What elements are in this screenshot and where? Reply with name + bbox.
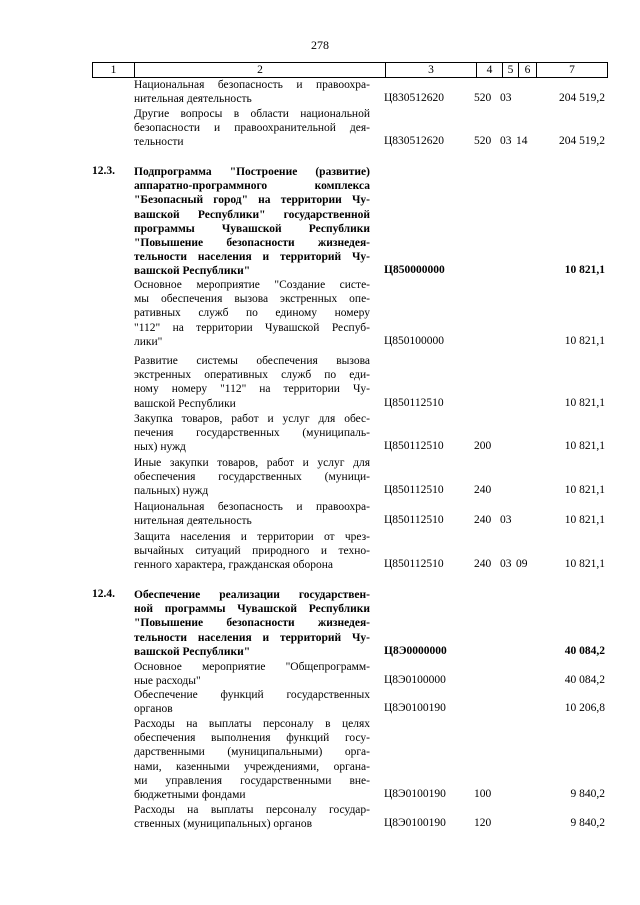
header-col-6: 6 <box>519 63 537 77</box>
description-line: ственных (муниципальных) органов <box>134 818 313 831</box>
row-description <box>134 688 370 716</box>
row-description <box>134 278 370 349</box>
section-code: 03 <box>500 135 512 148</box>
section-code: 03 <box>500 514 512 527</box>
amount: 10 821,1 <box>564 264 605 277</box>
description-line: вашской Республики <box>134 397 236 410</box>
amount: 10 821,1 <box>564 558 605 571</box>
description-line: Основное мероприятие "Создание систе- <box>134 279 370 291</box>
description-line: Национальная безопасность и правоохра- <box>134 501 370 513</box>
row-description <box>134 530 370 573</box>
amount: 10 821,1 <box>564 334 605 347</box>
row-number: 12.3. <box>92 165 115 177</box>
row-description <box>134 456 370 499</box>
description-line: нительная деятельность <box>134 515 252 528</box>
description-line: дарственными (муниципальными) орга- <box>134 746 370 759</box>
expense-type: 520 <box>474 135 492 148</box>
target-code: Ц850112510 <box>384 440 444 453</box>
description-line: пальных) нужд <box>134 485 209 498</box>
description-line: Иные закупки товаров, работ и услуг для <box>134 457 370 469</box>
description-line: "Повышение безопасности жизнедея- <box>134 236 370 249</box>
description-line: мы обеспечения вызова экстренных опе- <box>134 293 370 306</box>
row-number: 12.4. <box>92 588 115 600</box>
description-line: обеспечения выполнения функций госу- <box>134 732 370 745</box>
row-description <box>134 717 370 802</box>
table-header <box>92 62 608 78</box>
header-col-1: 1 <box>93 63 135 77</box>
expense-type: 100 <box>474 788 492 800</box>
row-description <box>134 412 370 455</box>
expense-type: 520 <box>474 92 492 105</box>
row-description <box>134 165 370 279</box>
row-description <box>134 78 370 106</box>
header-col-7: 7 <box>569 64 575 76</box>
description-line: вычайных ситуаций природного и техно- <box>134 545 370 558</box>
description-line: ративных служб по единому номеру <box>134 307 370 320</box>
row-description <box>134 803 370 831</box>
amount: 10 821,1 <box>564 396 605 409</box>
target-code: Ц830512620 <box>384 135 445 148</box>
description-line: ные расходы" <box>134 675 201 688</box>
amount: 10 206,8 <box>564 702 605 715</box>
description-line: органов <box>134 703 173 716</box>
description-line: Обеспечение функций государственных <box>134 689 370 701</box>
description-line: аппаратно-программного комплекса <box>134 180 370 193</box>
amount: 40 084,2 <box>564 644 605 657</box>
row-description <box>134 107 370 150</box>
description-line: ных) нужд <box>134 441 186 454</box>
description-line: Защита населения и территории от чрез- <box>134 531 370 543</box>
description-line: лики" <box>134 335 163 348</box>
description-line: программы Чувашской Республики <box>134 222 370 235</box>
expense-type: 200 <box>474 440 492 453</box>
section-code: 03 <box>500 92 512 105</box>
description-line: обеспечения государственных (муници- <box>134 471 370 484</box>
row-description <box>134 500 370 528</box>
description-line: тельности населения и территорий Чу- <box>134 251 370 264</box>
header-col-4: 4 <box>477 63 503 77</box>
target-code: Ц850100000 <box>384 334 445 347</box>
header-col-3: 3 <box>386 63 477 77</box>
description-line: бюджетными фондами <box>134 788 246 801</box>
amount: 204 519,2 <box>559 92 605 105</box>
amount: 10 821,1 <box>564 514 605 527</box>
subsection-code: 09 <box>516 558 528 571</box>
description-line: "Безопасный город" на территории Чу- <box>134 194 370 207</box>
description-line: тельности населения и территорий Чу- <box>134 631 370 644</box>
amount: 10 821,1 <box>564 440 605 453</box>
amount: 9 840,2 <box>570 817 605 830</box>
amount: 9 840,2 <box>570 788 605 800</box>
row-description <box>134 588 370 659</box>
expense-type: 120 <box>474 817 492 830</box>
target-code: Ц830512620 <box>384 92 445 105</box>
amount: 40 084,2 <box>564 674 605 687</box>
target-code: Ц850112510 <box>384 514 444 527</box>
description-line: печения государственных (муниципаль- <box>134 427 370 440</box>
amount: 204 519,2 <box>559 135 605 148</box>
target-code: Ц8Э0100000 <box>384 674 446 687</box>
description-line: Расходы на выплаты персоналу в целях <box>134 718 370 730</box>
target-code: Ц8Э0000000 <box>384 644 447 657</box>
description-line: нами, казенными учреждениями, органа- <box>134 760 370 773</box>
description-line: Основное мероприятие "Общепрограмм- <box>134 661 370 673</box>
description-line: вашской Республики" государственной <box>134 208 370 221</box>
target-code: Ц8Э0100190 <box>384 817 446 830</box>
description-line: Другие вопросы в области национальной <box>134 108 370 120</box>
target-code: Ц850000000 <box>384 264 445 277</box>
subsection-code: 14 <box>516 135 528 148</box>
row-description <box>134 354 370 411</box>
description-line: Закупка товаров, работ и услуг для обес- <box>134 413 370 425</box>
expense-type: 240 <box>474 484 492 497</box>
description-line: тельности <box>134 136 184 149</box>
description-line: вашской Республики" <box>134 265 251 278</box>
description-line: Развитие системы обеспечения вызова <box>134 355 370 367</box>
description-line: вашской Республики" <box>134 645 251 658</box>
description-line: Расходы на выплаты персоналу государ- <box>134 804 370 816</box>
description-line: генного характера, гражданская оборона <box>134 559 334 572</box>
description-line: Национальная безопасность и правоохра- <box>134 79 370 91</box>
description-line: Обеспечение реализации государствен- <box>134 589 370 601</box>
target-code: Ц850112510 <box>384 484 444 497</box>
amount: 10 821,1 <box>564 484 605 497</box>
description-line: нительная деятельность <box>134 93 252 106</box>
target-code: Ц8Э0100190 <box>384 788 446 800</box>
description-line: экстренных оперативных служб по еди- <box>134 369 370 382</box>
page-number: 278 <box>311 38 329 52</box>
description-line: безопасности и правоохранительной дея- <box>134 122 370 135</box>
header-col-5: 5 <box>503 63 519 77</box>
target-code: Ц850112510 <box>384 396 444 409</box>
description-line: ми управления государственными вне- <box>134 774 370 787</box>
row-description <box>134 660 370 688</box>
target-code: Ц8Э0100190 <box>384 702 446 715</box>
description-line: ной программы Чувашской Республики <box>134 603 370 616</box>
description-line: ному номеру "112" на территории Чу- <box>134 383 370 396</box>
expense-type: 240 <box>474 558 492 571</box>
expense-type: 240 <box>474 514 492 527</box>
header-col-2: 2 <box>135 63 386 77</box>
description-line: "112" на территории Чувашской Респуб- <box>134 321 370 334</box>
target-code: Ц850112510 <box>384 558 444 571</box>
description-line: Подпрограмма "Построение (развитие) <box>134 166 370 178</box>
section-code: 03 <box>500 558 512 571</box>
description-line: "Повышение безопасности жизнедея- <box>134 617 370 630</box>
